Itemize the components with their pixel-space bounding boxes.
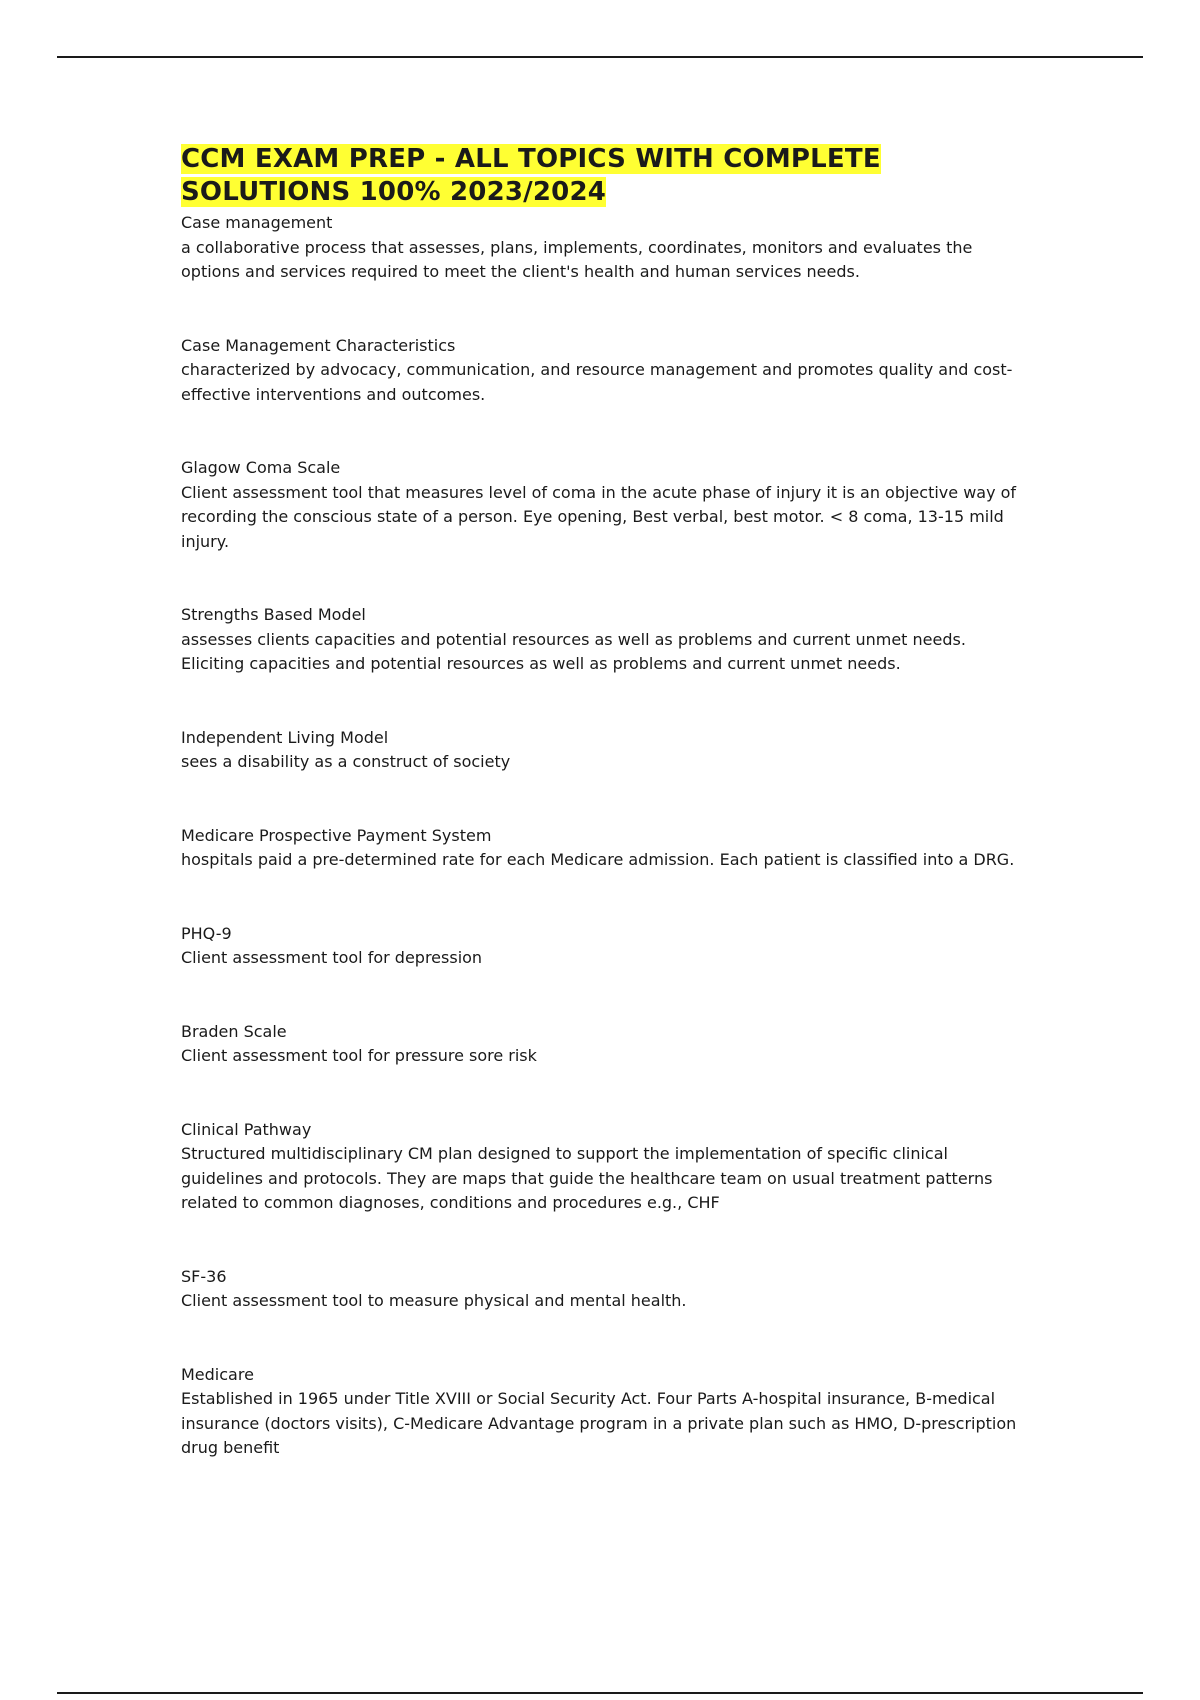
- title-line-1: CCM EXAM PREP - ALL TOPICS WITH COMPLETE: [181, 144, 881, 174]
- entry-term: Independent Living Model: [181, 727, 389, 747]
- entry-term: Medicare Prospective Payment System: [181, 825, 492, 845]
- entry-list: [181, 211, 1021, 1461]
- entry-term: Case management: [181, 213, 333, 232]
- entry-term: SF-36: [181, 1266, 227, 1286]
- entry-strengths-based-model: [181, 603, 1021, 677]
- entry-definition: Client assessment tool for depression: [181, 948, 483, 967]
- entry-term: Clinical Pathway: [181, 1119, 312, 1139]
- entry-independent-living-model: [181, 726, 1021, 775]
- entry-definition: Client assessment tool that measures level of coma in the acute phase of injury it is an objective way of recording the conscious state of a person. Eye opening, Best verbal, best motor. < 8 coma, 13-15 mild injury.: [181, 482, 1017, 551]
- entry-case-management-characteristics: [181, 334, 1021, 408]
- entry-definition: Client assessment tool for pressure sore risk: [181, 1046, 537, 1065]
- entry-clinical-pathway: [181, 1118, 1021, 1216]
- entry-medicare-pps: [181, 824, 1021, 873]
- entry-term: Glagow Coma Scale: [181, 458, 341, 477]
- entry-definition: a collaborative process that assesses, plans, implements, coordinates, monitors and evaluates the options and services required to meet the client's health and human services needs.: [181, 237, 973, 281]
- entry-glasgow-coma-scale: [181, 456, 1021, 554]
- entry-phq-9: [181, 922, 1021, 971]
- entry-definition: sees a disability as a construct of society: [181, 752, 511, 771]
- entry-term: Strengths Based Model: [181, 605, 366, 624]
- entry-term: Case Management Characteristics: [181, 335, 456, 355]
- entry-definition: characterized by advocacy, communication, and resource management and promotes quality and cost-effective interventions and outcomes.: [181, 360, 1013, 404]
- entry-term: PHQ-9: [181, 923, 232, 943]
- entry-medicare: [181, 1363, 1021, 1461]
- entry-term: Medicare: [181, 1364, 254, 1384]
- bottom-rule: [57, 1692, 1143, 1694]
- entry-term: Braden Scale: [181, 1021, 287, 1041]
- entry-sf-36: [181, 1265, 1021, 1314]
- title-line-2: SOLUTIONS 100% 2023/2024: [181, 177, 607, 207]
- entry-definition: Client assessment tool to measure physical and mental health.: [181, 1291, 687, 1310]
- entry-definition: Structured multidisciplinary CM plan designed to support the implementation of specific clinical guidelines and protocols. They are maps that guide the healthcare team on usual treatment patterns related to common diagnoses, conditions and procedures e.g., CHF: [181, 1144, 993, 1212]
- entry-case-management: [181, 211, 1021, 285]
- entry-definition: hospitals paid a pre-determined rate for each Medicare admission. Each patient is classified into a DRG.: [181, 850, 1015, 869]
- entry-braden-scale: [181, 1020, 1021, 1069]
- document-title: [181, 143, 1021, 209]
- entry-definition: Established in 1965 under Title XVIII or Social Security Act. Four Parts A-hospital insurance, B-medical insurance (doctors visits), C-Medicare Advantage program in a private plan such as HMO, D-prescription drug benefit: [181, 1389, 1017, 1457]
- top-rule: [57, 56, 1143, 58]
- entry-definition: assesses clients capacities and potential resources as well as problems and current unmet needs. Eliciting capacities and potential resources as well as problems and current unmet needs.: [181, 629, 966, 673]
- document-body: [181, 143, 1021, 1461]
